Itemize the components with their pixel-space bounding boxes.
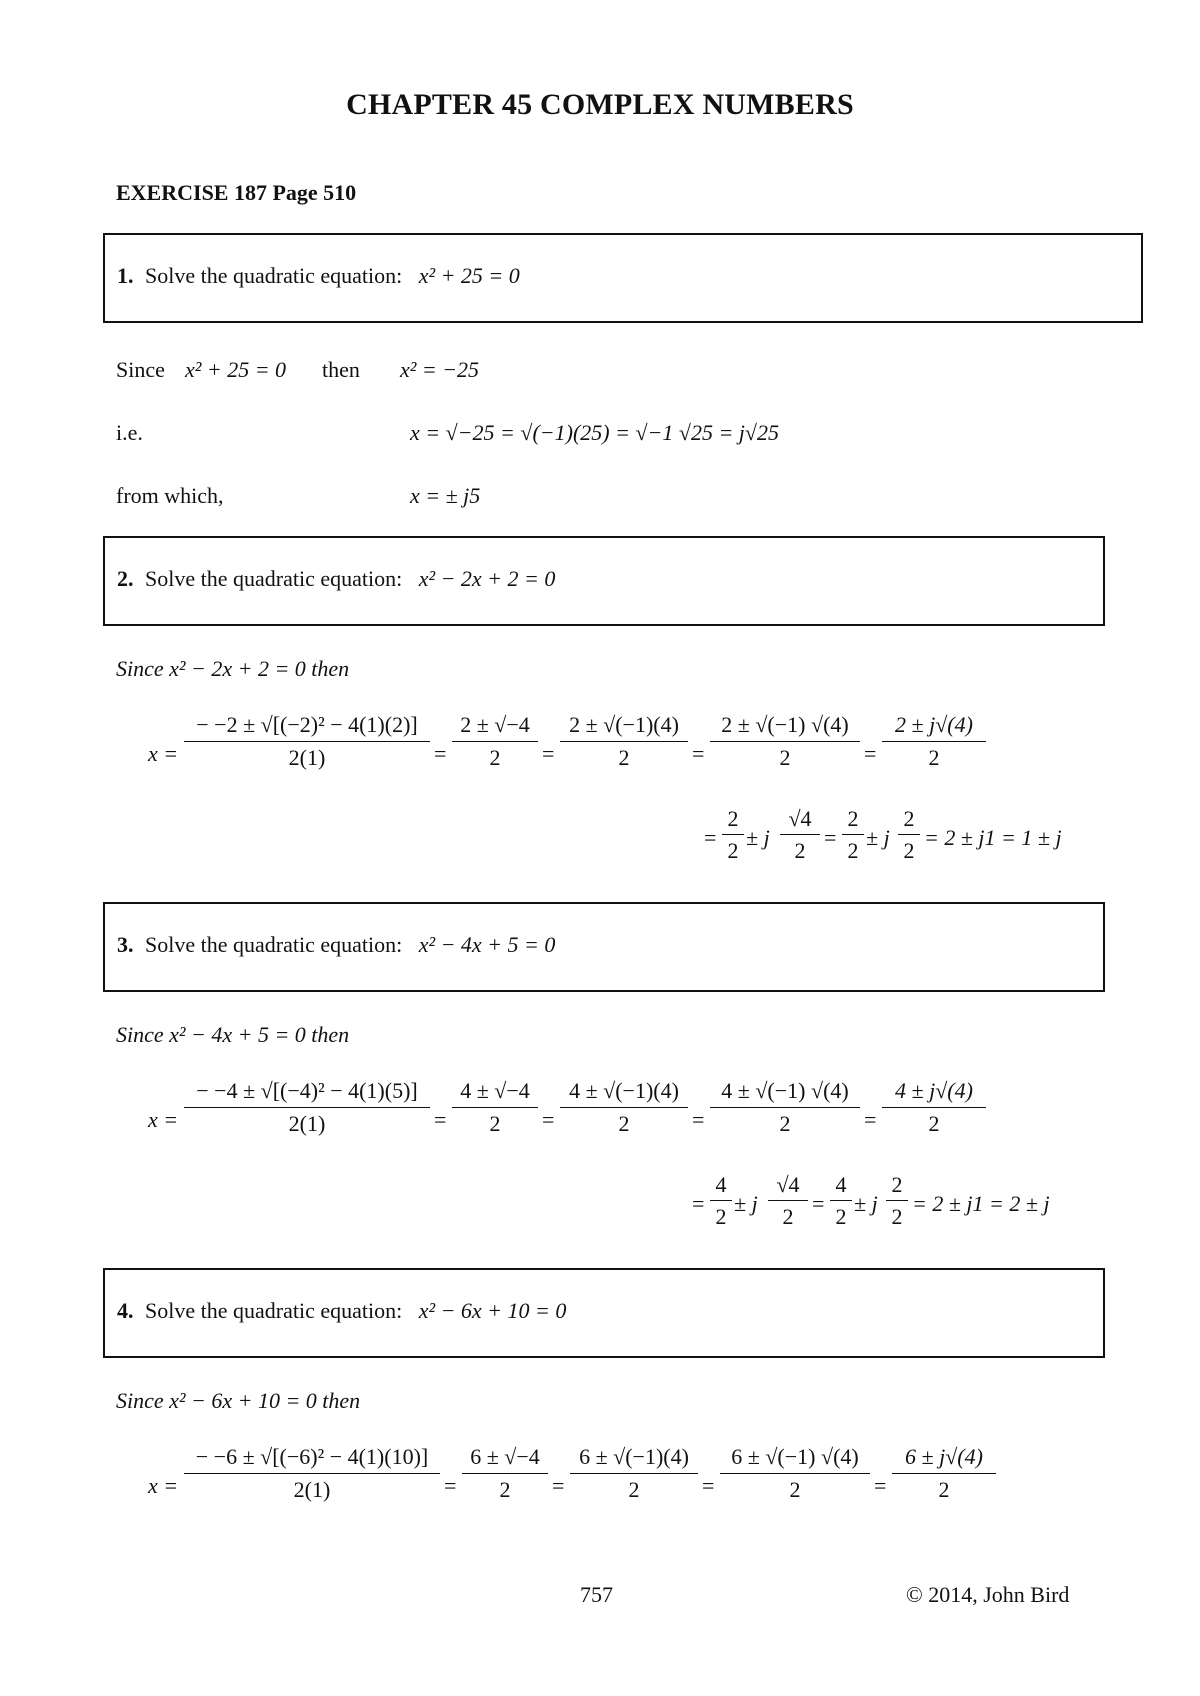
q4-f3-numerator: 6 ± √(−1)(4) xyxy=(579,1444,689,1469)
equals-sign: = xyxy=(864,1107,877,1132)
q2-f3-numerator: 2 ± √(−1)(4) xyxy=(569,712,679,737)
question-3-text xyxy=(117,932,555,958)
q3-fraction-2 xyxy=(452,1078,538,1137)
q2-rb-numerator: √4 xyxy=(788,806,812,831)
q3-final-result: = 2 ± j1 = 2 ± j xyxy=(912,1191,1050,1216)
q3-rc-numerator: 4 xyxy=(835,1172,847,1197)
question-2-prompt: Solve the quadratic equation: xyxy=(145,566,403,591)
question-3-box xyxy=(103,902,1105,992)
q1-ie-equation: x = √−25 = √(−1)(25) = √−1 √25 = j√25 xyxy=(410,420,779,445)
q1-then-equation: x² = −25 xyxy=(400,357,480,382)
plus-minus-j: ± j xyxy=(746,825,770,850)
q3-result-frac-c xyxy=(830,1172,852,1230)
equals-sign: = xyxy=(434,1107,447,1132)
q2-fraction-4 xyxy=(710,712,860,771)
q2-f1-numerator: − −2 ± √[(−2)² − 4(1)(2)] xyxy=(196,712,418,737)
q4-f4-denominator: 2 xyxy=(720,1473,870,1503)
q3-result-frac-d xyxy=(886,1172,908,1230)
equals-sign: = xyxy=(812,1191,825,1216)
chapter-title: CHAPTER 45 COMPLEX NUMBERS xyxy=(346,88,854,121)
q4-f1-denominator: 2(1) xyxy=(184,1473,440,1503)
q3-ra-denominator: 2 xyxy=(710,1200,732,1230)
q2-f4-numerator: 2 ± √(−1) √(4) xyxy=(721,712,849,737)
q2-f5-denominator: 2 xyxy=(882,741,986,771)
q2-rb-denominator: 2 xyxy=(780,834,820,864)
question-1-text xyxy=(117,263,520,289)
q3-fraction-4 xyxy=(710,1078,860,1137)
q3-f5-denominator: 2 xyxy=(882,1107,986,1137)
q4-f4-numerator: 6 ± √(−1) √(4) xyxy=(731,1444,859,1469)
q3-ra-numerator: 4 xyxy=(715,1172,727,1197)
question-1-number: 1. xyxy=(117,263,134,288)
q3-rb-denominator: 2 xyxy=(768,1200,808,1230)
q2-f1-denominator: 2(1) xyxy=(184,741,430,771)
q4-f5-numerator: 6 ± j√(4) xyxy=(905,1444,983,1469)
q3-result-frac-b xyxy=(768,1172,808,1230)
q2-fraction-5 xyxy=(882,712,986,771)
equals-sign: = xyxy=(824,825,837,850)
q1-since-label: Since xyxy=(116,357,165,382)
q3-fraction-3 xyxy=(560,1078,688,1137)
question-2-number: 2. xyxy=(117,566,134,591)
q3-f1-denominator: 2(1) xyxy=(184,1107,430,1137)
q3-x-equals: x = xyxy=(148,1107,179,1132)
q4-fraction-2 xyxy=(462,1444,548,1503)
q4-x-equals: x = xyxy=(148,1473,179,1498)
q2-result-frac-c xyxy=(842,806,864,864)
q2-x-equals: x = xyxy=(148,741,179,766)
q4-f2-numerator: 6 ± √−4 xyxy=(470,1444,540,1469)
equals-sign: = xyxy=(874,1473,887,1498)
equals-sign: = xyxy=(702,1473,715,1498)
equals-sign: = xyxy=(692,741,705,766)
q1-from-equation: x = ± j5 xyxy=(410,483,481,508)
question-4-equation: x² − 6x + 10 = 0 xyxy=(418,1298,567,1323)
q2-fraction-2 xyxy=(452,712,538,771)
q1-ie-label: i.e. xyxy=(116,420,143,445)
question-1-box xyxy=(103,233,1143,323)
q3-f5-numerator: 4 ± j√(4) xyxy=(895,1078,973,1103)
equals-sign: = xyxy=(434,741,447,766)
q3-rc-denominator: 2 xyxy=(830,1200,852,1230)
question-3-number: 3. xyxy=(117,932,134,957)
equals-sign: = xyxy=(542,741,555,766)
q1-since-equation: x² + 25 = 0 xyxy=(185,357,287,382)
q4-f1-numerator: − −6 ± √[(−6)² − 4(1)(10)] xyxy=(195,1444,429,1469)
q2-result-frac-d xyxy=(898,806,920,864)
q2-result-frac-b xyxy=(780,806,820,864)
q2-f4-denominator: 2 xyxy=(710,741,860,771)
equals-sign: = xyxy=(864,741,877,766)
q4-fraction-5 xyxy=(892,1444,996,1503)
q3-rb-numerator: √4 xyxy=(776,1172,800,1197)
equals-sign: = xyxy=(704,825,717,850)
q3-fraction-1 xyxy=(184,1078,430,1137)
q4-fraction-1 xyxy=(184,1444,440,1503)
q2-f3-denominator: 2 xyxy=(560,741,688,771)
q3-rd-numerator: 2 xyxy=(891,1172,903,1197)
q3-since-line: Since x² − 4x + 5 = 0 then xyxy=(116,1022,350,1047)
q3-rd-denominator: 2 xyxy=(886,1200,908,1230)
q2-since-line: Since x² − 2x + 2 = 0 then xyxy=(116,656,350,681)
plus-minus-j: ± j xyxy=(734,1191,758,1216)
copyright-notice: © 2014, John Bird xyxy=(906,1582,1070,1607)
q4-f3-denominator: 2 xyxy=(570,1473,698,1503)
q3-f2-denominator: 2 xyxy=(452,1107,538,1137)
q4-since-line: Since x² − 6x + 10 = 0 then xyxy=(116,1388,361,1413)
q2-f5-numerator: 2 ± j√(4) xyxy=(895,712,973,737)
equals-sign: = xyxy=(444,1473,457,1498)
q2-rc-numerator: 2 xyxy=(847,806,859,831)
question-4-box xyxy=(103,1268,1105,1358)
question-4-number: 4. xyxy=(117,1298,134,1323)
question-2-equation: x² − 2x + 2 = 0 xyxy=(418,566,556,591)
question-1-prompt: Solve the quadratic equation: xyxy=(145,263,403,288)
q1-from-label: from which, xyxy=(116,483,224,508)
q3-f2-numerator: 4 ± √−4 xyxy=(460,1078,530,1103)
exercise-heading: EXERCISE 187 Page 510 xyxy=(116,180,357,205)
page-number: 757 xyxy=(580,1582,613,1607)
q4-fraction-4 xyxy=(720,1444,870,1503)
q3-fraction-5 xyxy=(882,1078,986,1137)
question-3-equation: x² − 4x + 5 = 0 xyxy=(418,932,556,957)
q3-f1-numerator: − −4 ± √[(−4)² − 4(1)(5)] xyxy=(196,1078,418,1103)
q2-ra-numerator: 2 xyxy=(727,806,739,831)
q2-f2-numerator: 2 ± √−4 xyxy=(460,712,530,737)
equals-sign: = xyxy=(692,1191,705,1216)
q2-rd-numerator: 2 xyxy=(903,806,915,831)
q3-f3-numerator: 4 ± √(−1)(4) xyxy=(569,1078,679,1103)
q2-rc-denominator: 2 xyxy=(842,834,864,864)
question-4-text xyxy=(117,1298,566,1324)
q4-f5-denominator: 2 xyxy=(892,1473,996,1503)
q2-fraction-3 xyxy=(560,712,688,771)
question-2-text xyxy=(117,566,555,592)
q2-result-frac-a xyxy=(722,806,744,864)
question-1-equation: x² + 25 = 0 xyxy=(418,263,520,288)
q3-f4-denominator: 2 xyxy=(710,1107,860,1137)
q4-f2-denominator: 2 xyxy=(462,1473,548,1503)
question-4-prompt: Solve the quadratic equation: xyxy=(145,1298,403,1323)
q1-then-label: then xyxy=(322,357,360,382)
plus-minus-j: ± j xyxy=(866,825,890,850)
q2-f2-denominator: 2 xyxy=(452,741,538,771)
q3-result-frac-a xyxy=(710,1172,732,1230)
q4-fraction-3 xyxy=(570,1444,698,1503)
q2-final-result: = 2 ± j1 = 1 ± j xyxy=(924,825,1062,850)
equals-sign: = xyxy=(692,1107,705,1132)
question-2-box xyxy=(103,536,1105,626)
q2-ra-denominator: 2 xyxy=(722,834,744,864)
q3-f3-denominator: 2 xyxy=(560,1107,688,1137)
q2-fraction-1 xyxy=(184,712,430,771)
q2-rd-denominator: 2 xyxy=(898,834,920,864)
equals-sign: = xyxy=(542,1107,555,1132)
equals-sign: = xyxy=(552,1473,565,1498)
plus-minus-j: ± j xyxy=(854,1191,878,1216)
q3-f4-numerator: 4 ± √(−1) √(4) xyxy=(721,1078,849,1103)
question-3-prompt: Solve the quadratic equation: xyxy=(145,932,403,957)
